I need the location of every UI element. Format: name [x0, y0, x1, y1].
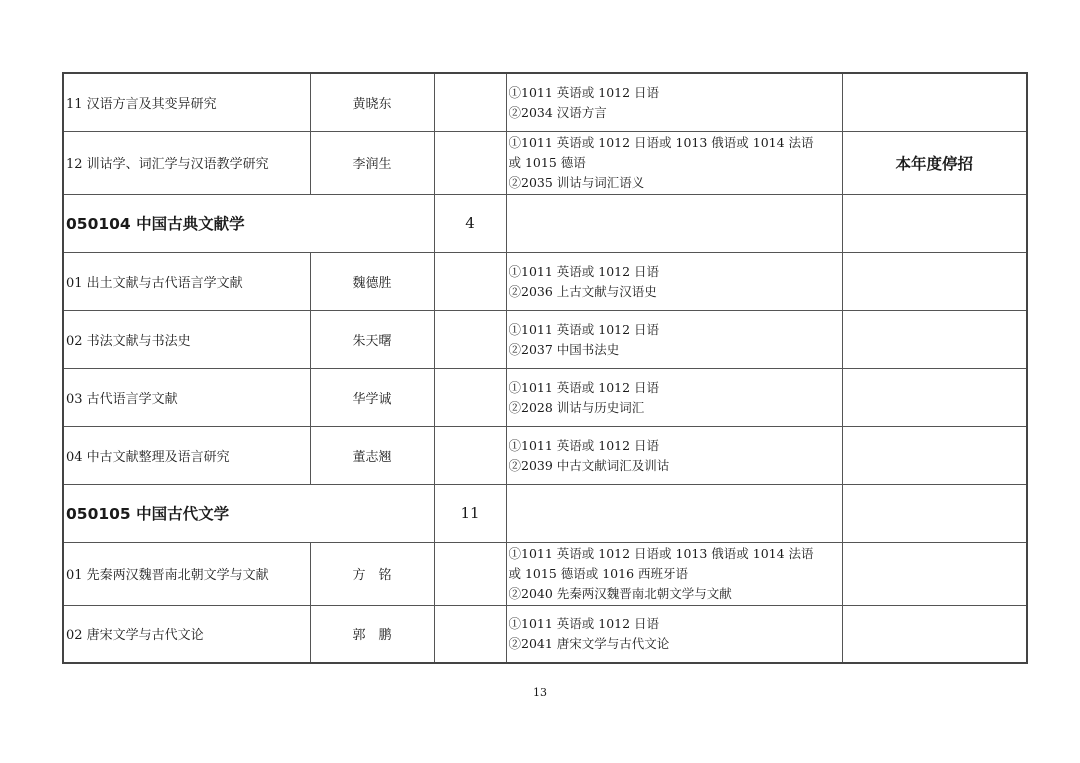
exam-line: ①1011 英语或 1012 日语: [508, 321, 660, 337]
exam-line: ①1011 英语或 1012 日语或 1013 俄语或 1014 法语: [508, 546, 814, 561]
exam-line: ①1011 英语或 1012 日语: [508, 84, 660, 100]
research-direction: 01 先秦两汉魏晋南北朝文学与文献: [63, 542, 310, 605]
research-direction: 02 唐宋文学与古代文论: [63, 605, 310, 663]
remarks: [842, 194, 1027, 252]
direction-row: [63, 605, 1027, 663]
supervisor: 方 铭: [310, 542, 434, 605]
supervisor: 郭 鹏: [310, 605, 434, 663]
exam-line: ②2035 训诂与词汇语义: [508, 175, 645, 190]
remarks: [842, 310, 1027, 368]
enrollment-count: [434, 542, 506, 605]
supervisor: 魏德胜: [310, 252, 434, 310]
direction-row: [63, 131, 1027, 194]
exam-subjects: [506, 73, 842, 131]
research-direction: 03 古代语言学文献: [63, 368, 310, 426]
major-row: [63, 194, 1027, 252]
supervisor: 李润生: [310, 131, 434, 194]
enrollment-count: [434, 131, 506, 194]
major-name: 050104 中国古典文献学: [63, 194, 434, 252]
direction-row: [63, 368, 1027, 426]
exam-subjects: [506, 131, 842, 194]
exam-line: ②2039 中古文献词汇及训诂: [508, 457, 670, 473]
remarks: [842, 368, 1027, 426]
exam-line: ②2034 汉语方言: [508, 104, 607, 120]
exam-line: ②2036 上古文献与汉语史: [508, 283, 657, 299]
exam-line: ①1011 英语或 1012 日语: [508, 379, 660, 395]
direction-row: [63, 310, 1027, 368]
page-number: 13: [533, 686, 547, 699]
exam-line: ②2040 先秦两汉魏晋南北朝文学与文献: [508, 586, 732, 601]
enrollment-count: 4: [434, 194, 506, 252]
direction-row: [63, 542, 1027, 605]
exam-line: ①1011 英语或 1012 日语或 1013 俄语或 1014 法语: [508, 135, 814, 150]
supervisor: 华学诚: [310, 368, 434, 426]
enrollment-count: [434, 368, 506, 426]
major-row: [63, 484, 1027, 542]
research-direction: 11 汉语方言及其变异研究: [63, 73, 310, 131]
supervisor: 董志翘: [310, 426, 434, 484]
admissions-table: [62, 72, 1028, 664]
direction-row: [63, 426, 1027, 484]
exam-line: ①1011 英语或 1012 日语: [508, 263, 660, 279]
enrollment-count: [434, 252, 506, 310]
remarks: [842, 73, 1027, 131]
exam-subjects: [506, 252, 842, 310]
exam-line: ②2041 唐宋文学与古代文论: [508, 636, 670, 652]
remarks: [842, 605, 1027, 663]
remarks: [842, 542, 1027, 605]
exam-subjects: [506, 368, 842, 426]
exam-subjects: [506, 426, 842, 484]
exam-subjects: [506, 484, 842, 542]
enrollment-count: [434, 605, 506, 663]
research-direction: 01 出土文献与古代语言学文献: [63, 252, 310, 310]
exam-line: ①1011 英语或 1012 日语: [508, 437, 660, 453]
exam-line: ①1011 英语或 1012 日语: [508, 616, 660, 632]
exam-subjects: [506, 605, 842, 663]
major-name: 050105 中国古代文学: [63, 484, 434, 542]
remarks: [842, 252, 1027, 310]
exam-line: ②2037 中国书法史: [508, 341, 620, 357]
exam-subjects: [506, 310, 842, 368]
exam-subjects: [506, 542, 842, 605]
supervisor: 朱天曙: [310, 310, 434, 368]
remarks: [842, 484, 1027, 542]
direction-row: [63, 73, 1027, 131]
research-direction: 12 训诂学、词汇学与汉语教学研究: [63, 131, 310, 194]
enrollment-count: [434, 426, 506, 484]
supervisor: 黄晓东: [310, 73, 434, 131]
remarks: [842, 426, 1027, 484]
exam-subjects: [506, 194, 842, 252]
enrollment-count: 11: [434, 484, 506, 542]
exam-line: ②2028 训诂与历史词汇: [508, 399, 645, 415]
exam-line: 或 1015 德语或 1016 西班牙语: [508, 566, 689, 581]
enrollment-count: [434, 310, 506, 368]
research-direction: 02 书法文献与书法史: [63, 310, 310, 368]
direction-row: [63, 252, 1027, 310]
enrollment-count: [434, 73, 506, 131]
remarks: 本年度停招: [842, 131, 1027, 194]
exam-line: 或 1015 德语: [508, 155, 586, 170]
research-direction: 04 中古文献整理及语言研究: [63, 426, 310, 484]
